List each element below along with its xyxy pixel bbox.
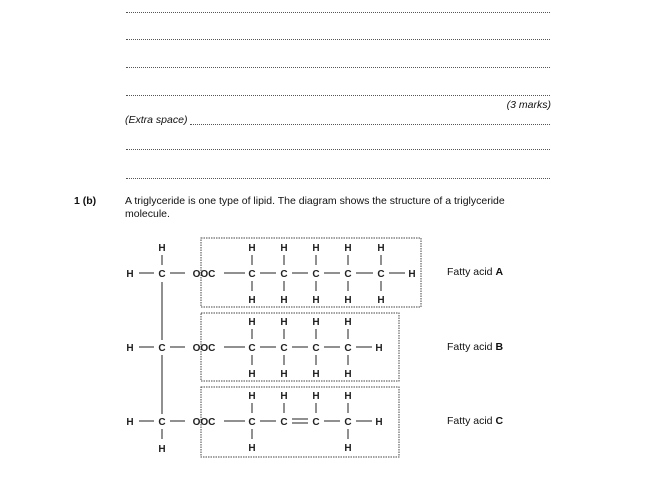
ester-group: OOC (192, 269, 216, 280)
carbon-atom: C (280, 343, 288, 354)
hydrogen-atom: H (248, 443, 256, 454)
hydrogen-atom: H (344, 295, 352, 306)
carbon-atom: C (312, 343, 320, 354)
hydrogen-atom: H (344, 369, 352, 380)
hydrogen-atom: H (248, 243, 256, 254)
hydrogen-atom: H (344, 317, 352, 328)
hydrogen-atom: H (158, 444, 166, 455)
question-number: 1 (b) (74, 195, 97, 207)
hydrogen-atom: H (248, 391, 256, 402)
hydrogen-atom: H (312, 243, 320, 254)
hydrogen-atom: H (375, 343, 383, 354)
carbon-atom: C (312, 269, 320, 280)
hydrogen-atom: H (280, 317, 288, 328)
hydrogen-atom: H (344, 243, 352, 254)
question-text: A triglyceride is one type of lipid. The diagram shows the structure of a triglyceride molecule. (125, 195, 505, 220)
hydrogen-atom: H (344, 391, 352, 402)
hydrogen-atom: H (158, 243, 166, 254)
hydrogen-atom: H (377, 243, 385, 254)
carbon-atom: C (344, 343, 352, 354)
carbon-atom: C (280, 269, 288, 280)
carbon-atom: C (248, 343, 256, 354)
carbon-atom: C (344, 417, 352, 428)
fatty-acid-b-label: Fatty acid B (447, 341, 504, 353)
marks-label: (3 marks) (506, 99, 551, 111)
hydrogen-atom: H (280, 391, 288, 402)
carbon-atom: C (248, 269, 256, 280)
hydrogen-atom: H (126, 343, 134, 354)
hydrogen-atom: H (312, 317, 320, 328)
hydrogen-atom: H (312, 391, 320, 402)
ester-group: OOC (192, 417, 216, 428)
hydrogen-atom: H (280, 295, 288, 306)
hydrogen-atom: H (377, 295, 385, 306)
carbon-atom: C (158, 417, 166, 428)
hydrogen-atom: H (126, 269, 134, 280)
hydrogen-atom: H (248, 317, 256, 328)
carbon-atom: C (158, 269, 166, 280)
hydrogen-atom: H (408, 269, 416, 280)
fatty-acid-c-label: Fatty acid C (447, 415, 504, 427)
carbon-atom: C (158, 343, 166, 354)
hydrogen-atom: H (375, 417, 383, 428)
hydrogen-atom: H (344, 443, 352, 454)
carbon-atom: C (280, 417, 288, 428)
ester-group: OOC (192, 343, 216, 354)
hydrogen-atom: H (126, 417, 134, 428)
carbon-atom: C (344, 269, 352, 280)
extra-space-label: (Extra space) (125, 114, 188, 126)
carbon-atom: C (248, 417, 256, 428)
fatty-acid-c-box (201, 387, 399, 457)
carbon-atom: C (377, 269, 385, 280)
hydrogen-atom: H (248, 295, 256, 306)
hydrogen-atom: H (280, 369, 288, 380)
hydrogen-atom: H (248, 369, 256, 380)
hydrogen-atom: H (312, 295, 320, 306)
hydrogen-atom: H (312, 369, 320, 380)
carbon-atom: C (312, 417, 320, 428)
fatty-acid-a-label: Fatty acid A (447, 266, 504, 278)
hydrogen-atom: H (280, 243, 288, 254)
